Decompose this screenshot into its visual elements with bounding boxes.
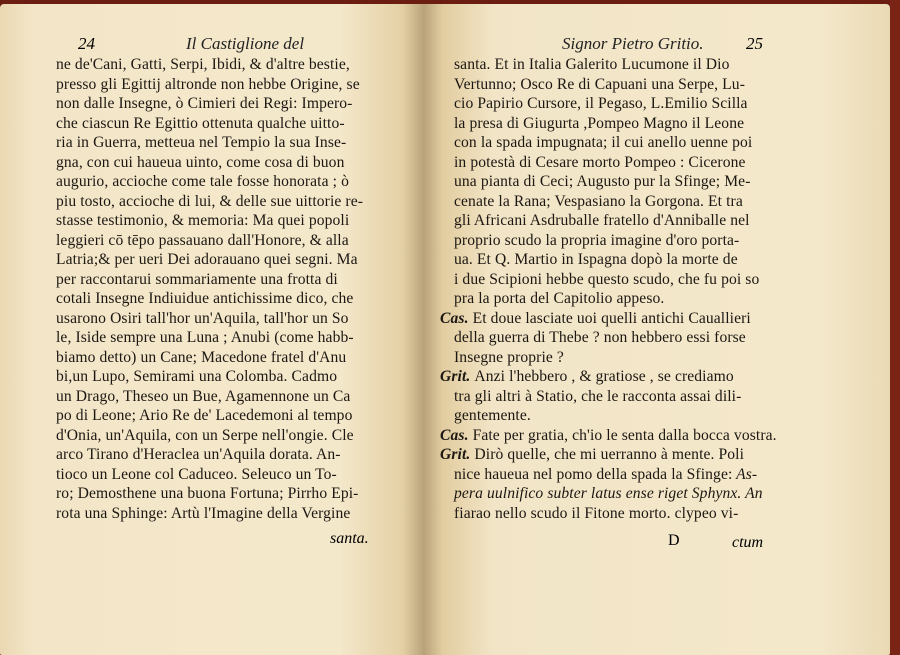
right-line-text: ua. Et Q. Martio in Ispagna dopò la morte de <box>454 251 738 268</box>
right-text-line <box>454 232 739 250</box>
left-text-line: leggieri cō tēpo passauano dall'Honore, & alla <box>56 231 349 249</box>
right-line-text: i due Scipioni hebbe questo scudo, che fu poi so <box>454 270 760 288</box>
right-line-text: Insegne proprie ? <box>454 348 564 366</box>
right-line-text: gli Africani Asdruballe fratello d'Anniballe nel <box>454 212 750 229</box>
right-text-line <box>454 271 759 289</box>
right-text-line <box>440 446 744 464</box>
right-line-text: nice haueua nel pomo della spada la Sfinge: <box>454 465 733 483</box>
right-line-text: pera uulnifico subter latus ense riget Sphynx. An <box>454 485 763 502</box>
left-text-line: ne de'Cani, Gatti, Serpi, Ibidi, & d'altre bestie, <box>56 56 350 73</box>
right-line-text: Et doue lasciate uoi quelli antichi Cauallieri <box>472 309 751 327</box>
speaker-label: Grit. <box>440 368 475 385</box>
left-text-line: piu tosto, accioche di lui, & delle sue uittorie re- <box>56 192 364 210</box>
right-text-line <box>454 466 757 484</box>
right-page-number: 25 <box>746 34 763 53</box>
left-text-line: cotali Insegne Indiuidue antichissime dico, che <box>56 290 354 307</box>
left-page <box>0 4 424 655</box>
right-text-line <box>440 310 751 328</box>
left-text-line: un Drago, Theseo un Bue, Agamennone un Ca <box>56 387 351 405</box>
right-text-line <box>454 329 746 347</box>
left-running-head: Il Castiglione del <box>186 34 305 53</box>
right-line-text: Vertunno; Osco Re di Capuani una Serpe, Lu- <box>454 75 745 93</box>
right-line-text: proprio scudo la propria imagine d'oro porta- <box>454 231 740 249</box>
left-text-line: le, Iside sempre una Luna ; Anubi (come habb- <box>56 329 354 346</box>
left-text-line: d'Onia, un'Aquila, con un Serpe nell'ongie. Cle <box>56 426 354 444</box>
right-text-line <box>454 349 564 367</box>
left-catchword: santa. <box>330 530 369 547</box>
right-line-text: Anzi l'hebbero , & gratiose , se crediamo <box>474 368 734 385</box>
right-text-line <box>454 134 752 152</box>
right-text-line <box>454 154 746 172</box>
right-line-text: santa. Et in Italia Galerito Lucumone il Dio <box>454 56 730 73</box>
right-text-line <box>440 427 777 445</box>
right-line-text: la presa di Giugurta ,Pompeo Magno il Leone <box>454 114 745 132</box>
book-cover-edge <box>890 0 900 655</box>
right-line-text: tra gli altri à Statio, che le racconta assai dili- <box>454 387 742 405</box>
right-line-text: Fate per gratia, ch'io le senta dalla bocca vostra. <box>472 426 777 444</box>
left-text-line: per raccontarui sommariamente una frotta di <box>56 270 338 288</box>
left-text-line: ria in Guerra, metteua nel Tempio la sua Inse- <box>56 134 347 151</box>
right-text-line <box>454 95 748 113</box>
left-text-line: Latria;& per ueri Dei adorauano quei segni. Ma <box>56 251 358 268</box>
right-line-text: cenate la Rana; Vespasiano la Gorgona. Et tra <box>454 192 743 210</box>
right-line-text: con la spada impugnata; il cui anello uenne poi <box>454 134 753 151</box>
right-line-text: Dirò quelle, che mi uerranno à mente. Poli <box>474 446 745 463</box>
right-line-text: della guerra di Thebe ? non hebbero essi forse <box>454 329 746 346</box>
right-text-line <box>454 290 664 308</box>
right-page <box>424 4 890 655</box>
right-text-line <box>454 115 744 133</box>
right-text-line <box>454 407 531 425</box>
speaker-label: Grit. <box>440 446 475 463</box>
left-text-line: tioco un Leone col Caduceo. Seleuco un To- <box>56 465 337 483</box>
left-text-line: che ciascun Re Egittio ottenuta qualche uitto- <box>56 114 345 132</box>
left-text-line: stasse testimonio, & memoria: Ma quei popoli <box>56 212 350 229</box>
right-line-text: cio Papirio Cursore, il Pegaso, L.Emilio Scilla <box>454 95 748 112</box>
right-catchword: ctum <box>732 534 764 551</box>
right-text-line <box>454 505 738 523</box>
left-text-line: rota una Sphinge: Artù l'Imagine della Vergine <box>56 504 351 522</box>
signature-mark: D <box>668 532 680 549</box>
right-text-line <box>454 76 745 94</box>
left-text-line: presso gli Egittij altronde non hebbe Origine, se <box>56 75 360 93</box>
left-text-line: gna, con cui haueua uinto, come cosa di buon <box>56 153 345 171</box>
right-text-line <box>454 56 729 74</box>
right-line-text: una pianta di Ceci; Augusto pur la Sfinge; Me- <box>454 173 751 190</box>
right-line-text: pra la porta del Capitolio appeso. <box>454 290 665 307</box>
left-text-line: po di Leone; Ario Re de' Lacedemoni al tempo <box>56 407 353 424</box>
right-text-line <box>454 212 750 230</box>
right-text-line <box>454 173 751 191</box>
right-text-line <box>454 251 738 269</box>
right-line-text: in potestà di Cesare morto Pompeo : Cicerone <box>454 153 746 171</box>
speaker-label: Cas. <box>440 309 473 327</box>
left-text-line: bi,un Lupo, Semirami una Colomba. Cadmo <box>56 368 338 385</box>
left-page-number: 24 <box>78 34 95 53</box>
left-text-line: non dalle Insegne, ò Cimieri dei Regi: Impero- <box>56 95 353 112</box>
right-line-text: gentemente. <box>454 407 531 424</box>
left-text-line: ro; Demosthene una buona Fortuna; Pirrho Epi- <box>56 485 359 502</box>
left-text-line: arco Tirano d'Heraclea un'Aquila dorata. An- <box>56 446 341 463</box>
right-text-line <box>454 388 741 406</box>
right-line-text: fiarao nello scudo il Fitone morto. clypeo vi- <box>454 504 739 522</box>
right-text-line <box>440 368 734 386</box>
left-text-line: biamo detto) un Cane; Macedone fratel d'Anu <box>56 348 347 366</box>
right-text-line <box>454 485 763 503</box>
right-running-head: Signor Pietro Gritio. <box>562 34 704 53</box>
speaker-label: Cas. <box>440 426 473 444</box>
left-text-line: augurio, accioche come tale fosse honorata ; ò <box>56 173 349 190</box>
right-text-line <box>454 193 743 211</box>
left-text-line: usarono Osiri tall'hor un'Aquila, tall'hor un So <box>56 309 349 327</box>
quote-fragment: As- <box>732 465 758 483</box>
